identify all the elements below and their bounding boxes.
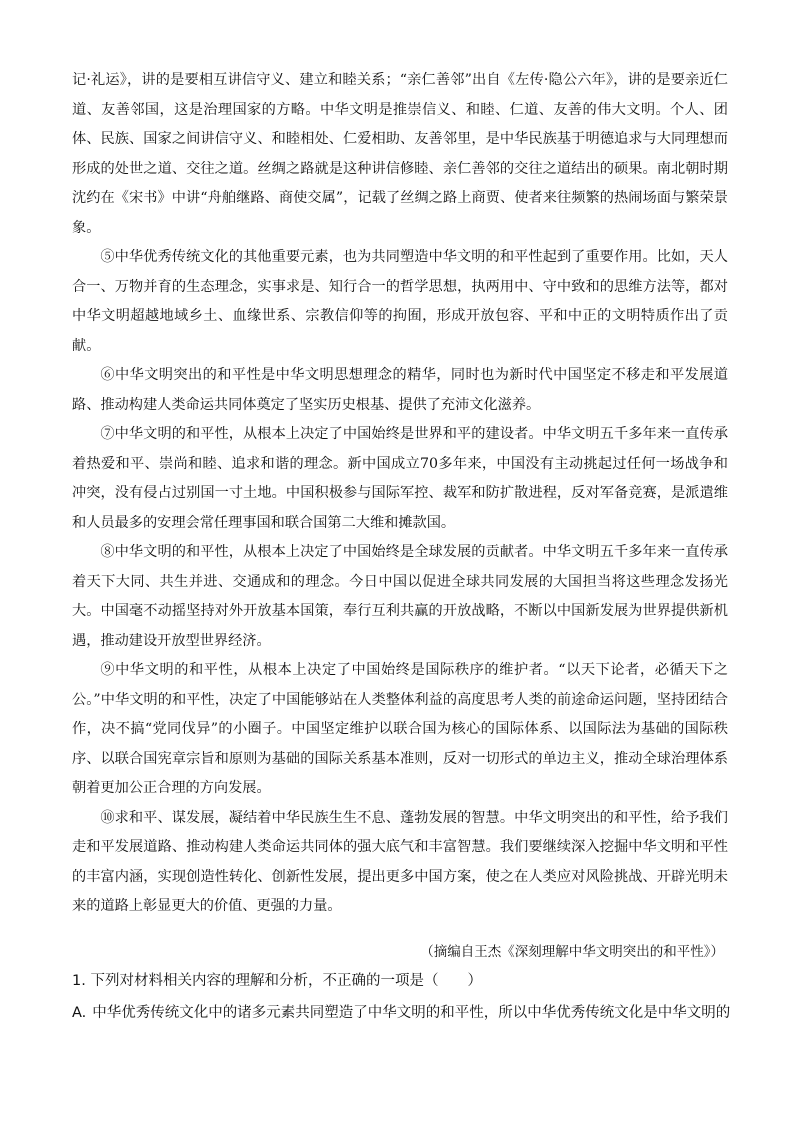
passage-paragraph-10: ⑩求和平、谋发展，凝结着中华民族生生不息、蓬勃发展的智慧。中华文明突出的和平性，给予我们走和平发展道路、推动构建人类命运共同体的强大底气和丰富智慧。我们要继续深入挖掘中华文明和平性的丰富内涵，实现创造性转化、创新性发展，提出更多中国方案，使之在人类应对风险挑战、开辟光明未来的道路上彰显更大的价值、更强的力量。 xyxy=(72,809,728,914)
option-a-text: 中华优秀传统文化中的诸多元素共同塑造了中华文明的和平性，所以中华优秀传统文化是中华文明的 xyxy=(92,1005,731,1021)
passage-paragraph-8: ⑧中华文明的和平性，从根本上决定了中国始终是全球发展的贡献者。中华文明五千多年来一直传承着天下大同、共生并进、交通成和的理念。今日中国以促进全球共同发展的大国担当将这些理念发扬光大。中国毫不动摇坚持对外开放基本国策，奉行互利共赢的开放战略，不断以中国新发展为世界提供新机遇，推动建设开放型世界经济。 xyxy=(72,544,728,649)
option-a-label: A. xyxy=(72,1005,87,1021)
passage-paragraph-9: ⑨中华文明的和平性，从根本上决定了中国始终是国际秩序的维护者。“以天下论者，必循天下之公。”中华文明的和平性，决定了中国能够站在人类整体利益的高度思考人类的前途命运问题，坚持团结合作，决不搞“党同伐异”的小圈子。中国坚定维护以联合国为核心的国际体系、以国际法为基础的国际秩序、以联合国宪章宗旨和原则为基础的国际关系基本准则，反对一切形式的单边主义，推动全球治理体系朝着更加公正合理的方向发展。 xyxy=(72,662,728,796)
passage-paragraph-7: ⑦中华文明的和平性，从根本上决定了中国始终是世界和平的建设者。中华文明五千多年来一直传承着热爱和平、崇尚和睦、追求和谐的理念。新中国成立70多年来，中国没有主动挑起过任何一场战争和冲突，没有侵占过别国一寸土地。中国积极参与国际军控、裁军和防扩散进程，反对军备竞赛，是派遣维和人员最多的安理会常任理事国和联合国第二大维和摊款国。 xyxy=(72,426,728,531)
reading-passage xyxy=(72,66,728,922)
passage-paragraph-6: ⑥中华文明突出的和平性是中华文明思想理念的精华，同时也为新时代中国坚定不移走和平发展道路、推动构建人类命运共同体奠定了坚实历史根基、提供了充沛文化滋养。 xyxy=(72,367,728,413)
passage-paragraph-5: ⑤中华优秀传统文化的其他重要元素，也为共同塑造中华文明的和平性起到了重要作用。比如，天人合一、万物并育的生态理念，实事求是、知行合一的哲学思想，执两用中、守中致和的思维方法等，都对中华文明超越地域乡土、血缘世系、宗教信仰等的拘囿，形成开放包容、平和中正的文明特质作出了贡献。 xyxy=(72,249,728,354)
question-option-a xyxy=(72,1003,732,1023)
question-stem: 1. 下列对材料相关内容的理解和分析，不正确的一项是（ ） xyxy=(72,973,482,989)
passage-source: （摘编自王杰《深刻理解中华文明突出的和平性》） xyxy=(420,944,724,960)
passage-paragraph-continued: 记·礼运》，讲的是要相互讲信守义、建立和睦关系；“亲仁善邻”出自《左传·隐公六年》，讲的是要亲近仁道、友善邻国，这是治理国家的方略。中华文明是推崇信义、和睦、仁道、友善的伟大文明。个人、团体、民族、国家之间讲信守义、和睦相处、仁爱相助、友善邻里，是中华民族基于明德追求与大同理想而形成的处世之道、交往之道。丝绸之路就是这种讲信修睦、亲仁善邻的交往之道结出的硕果。南北朝时期沈约在《宋书》中讲“舟舶继路、商使交属”，记载了丝绸之路上商贾、使者来往频繁的热闹场面与繁荣景象。 xyxy=(72,72,728,236)
